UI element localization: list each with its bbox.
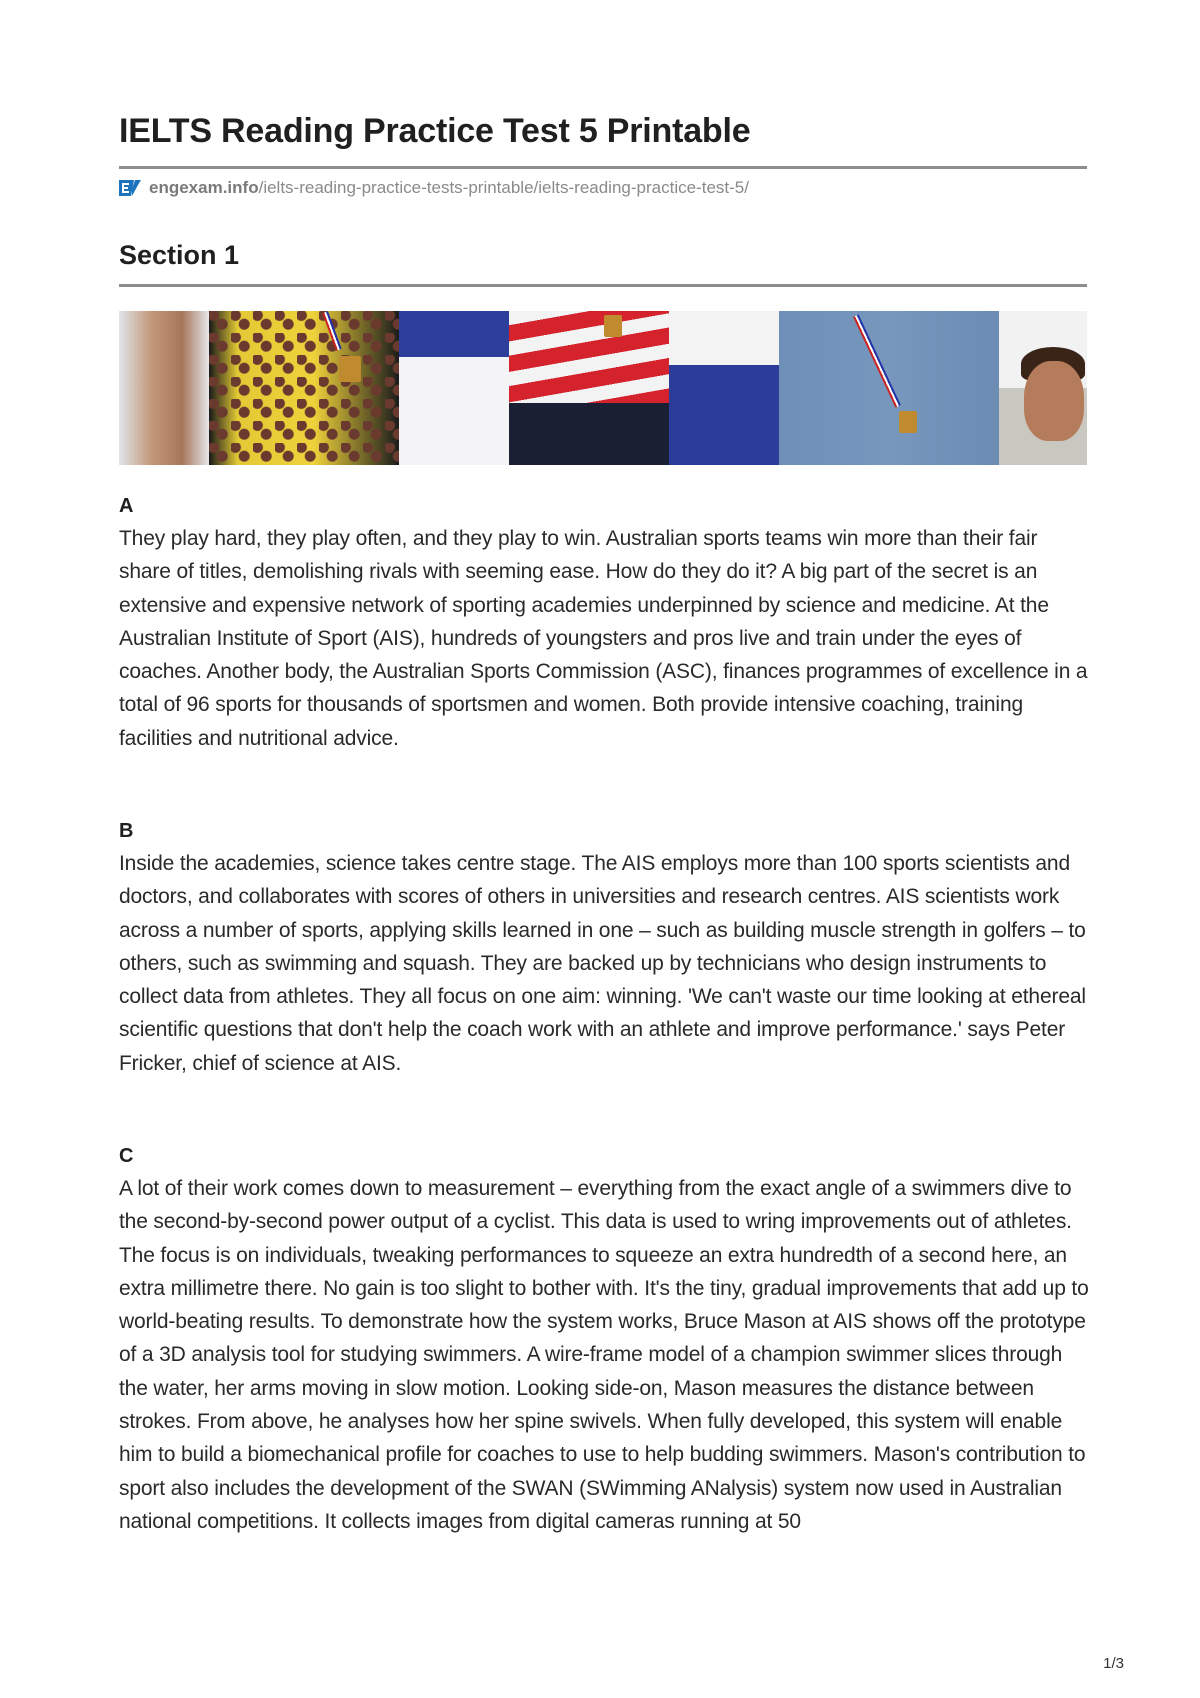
paragraph-a — [119, 490, 1094, 755]
section-title: Section 1 — [119, 240, 240, 270]
paragraph-c — [119, 1140, 1094, 1538]
paragraph-letter: C — [119, 1145, 134, 1167]
hero-image — [119, 311, 1087, 465]
paragraph-letter: A — [119, 495, 134, 517]
source-link[interactable] — [119, 178, 749, 198]
hero-photo-segment — [119, 311, 209, 465]
source-path[interactable]: /ielts-reading-practice-tests-printable/ielts-reading-practice-test-5/ — [258, 178, 749, 197]
paragraph-letter: B — [119, 820, 134, 842]
page-number: 1/3 — [1103, 1655, 1124, 1672]
engexam-logo-icon — [119, 179, 141, 197]
hero-photo-segment — [399, 311, 509, 465]
page-title: IELTS Reading Practice Test 5 Printable — [119, 112, 751, 150]
title-divider — [119, 166, 1087, 169]
hero-photo-segment — [669, 311, 779, 465]
hero-photo-segment — [509, 311, 669, 465]
paragraph-text: They play hard, they play often, and they play to win. Australian sports teams win more than their fair share of titles, demolishing rivals with seeming ease. How do they do it? A big part of the secret is an extensive and expensive network of sporting academies underpinned by science and medicine. At the Australian Institute of Sport (AIS), hundreds of youngsters and pros live and train under the eyes of coaches. Another body, the Australian Sports Commission (ASC), finances programmes of excellence in a total of 96 sports for thousands of sportsmen and women. Both provide intensive coaching, training facilities and nutritional advice. — [119, 527, 1088, 750]
paragraph-text: A lot of their work comes down to measurement – everything from the exact angle of a swimmers dive to the second-by-second power output of a cyclist. This data is used to wring improvements out of athletes. The focus is on individuals, tweaking performances to squeeze an extra hundredth of a second here, an extra millimetre there. No gain is too slight to bother with. It's the tiny, gradual improvements that add up to world-beating results. To demonstrate how the system works, Bruce Mason at AIS shows off the prototype of a 3D analysis tool for studying swimmers. A wire-frame model of a champion swimmer slices through the water, her arms moving in slow motion. Looking side-on, Mason measures the distance between strokes. From above, he analyses how her spine swivels. When fully developed, this system will enable him to build a biomechanical profile for coaches to use to help budding swimmers. Mason's contribution to sport also includes the development of the SWAN (SWimming ANalysis) system now used in Australian national competitions. It collects images from digital cameras running at 50 — [119, 1177, 1089, 1533]
hero-photo-segment — [209, 311, 399, 465]
hero-photo-segment — [779, 311, 999, 465]
paragraph-text: Inside the academies, science takes centre stage. The AIS employs more than 100 sports scientists and doctors, and collaborates with scores of others in universities and research centres. AIS scientists work across a number of sports, applying skills learned in one – such as building muscle strength in golfers – to others, such as swimming and squash. They are backed up by technicians who design instruments to collect data from athletes. They all focus on one aim: winning. 'We can't waste our time looking at ethereal scientific questions that don't help the coach work with an athlete and improve performance.' says Peter Fricker, chief of science at AIS. — [119, 852, 1086, 1075]
hero-photo-segment — [999, 311, 1087, 465]
source-domain[interactable]: engexam.info — [149, 178, 259, 197]
paragraph-b — [119, 815, 1094, 1080]
section-divider — [119, 284, 1087, 287]
